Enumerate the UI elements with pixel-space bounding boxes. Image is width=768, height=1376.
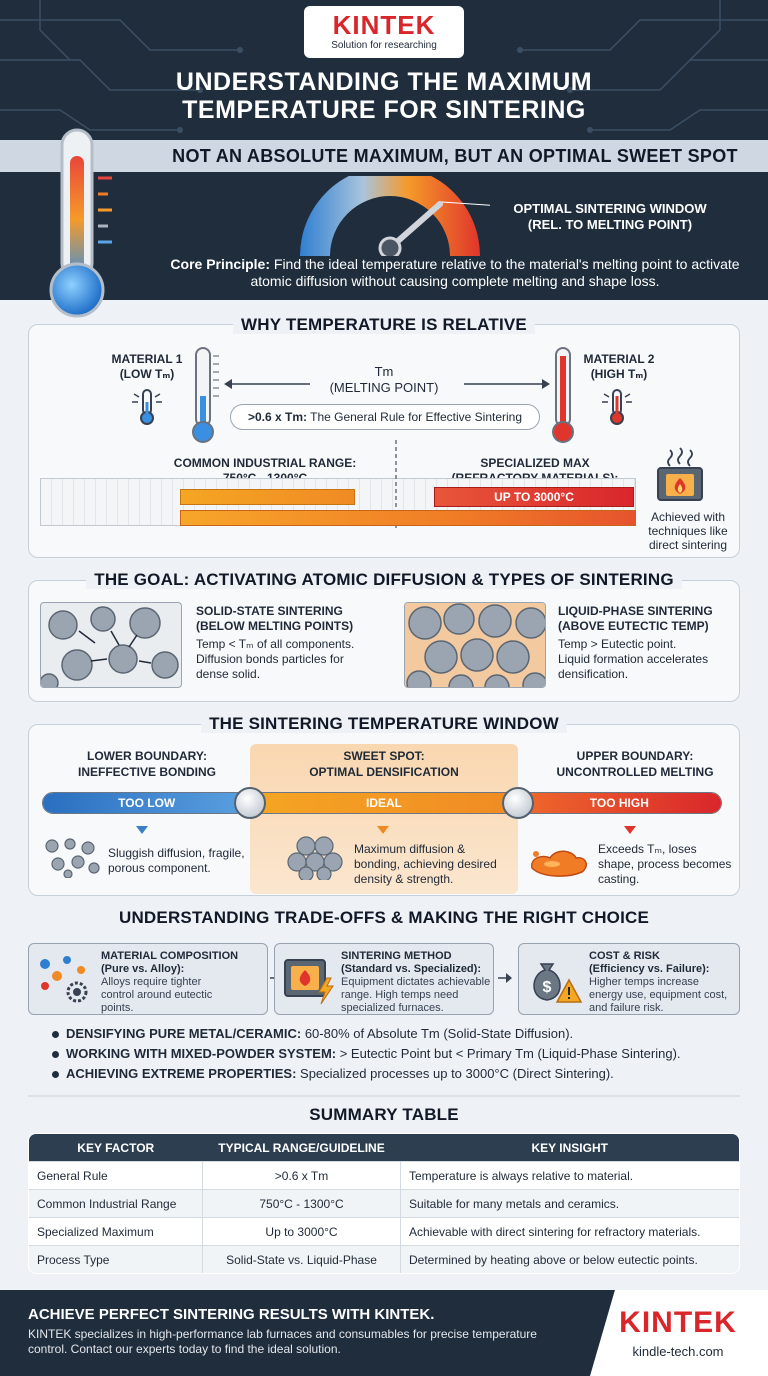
tradeoffs-title — [0, 908, 768, 928]
too-high-pointer-icon — [624, 826, 636, 834]
too-high-segment: TOO HIGH — [518, 793, 721, 813]
table-cell: Solid-State vs. Liquid-Phase — [203, 1246, 401, 1274]
list-item — [52, 1044, 752, 1064]
page-title-line1: UNDERSTANDING THE MAXIMUM — [175, 68, 593, 96]
liquid-phase-particles — [405, 603, 546, 688]
solid-state-particles — [41, 603, 182, 688]
table-cell: 750°C - 1300°C — [203, 1190, 401, 1218]
list-item — [52, 1064, 752, 1084]
arrow-right-icon — [498, 972, 512, 984]
solid-state-illustration — [40, 602, 182, 688]
logo-tagline: Solution for researching — [331, 40, 437, 51]
furnace-lightning-icon — [283, 956, 337, 1006]
material-composition-text — [101, 950, 265, 1015]
liquid-phase-heading: LIQUID-PHASE SINTERING — [558, 604, 713, 618]
molten-puddle-icon — [528, 844, 590, 878]
sweet-spot-line1: SWEET SPOT: — [343, 749, 425, 763]
too-low-description-line2: porous component. — [108, 861, 211, 875]
table-row — [29, 1162, 740, 1190]
ideal-description — [354, 842, 514, 887]
too-low-segment: TOO LOW — [43, 793, 250, 813]
tradeoffs-title-text: UNDERSTANDING TRADE-OFFS & MAKING THE RIGHT CHOICE — [111, 908, 657, 927]
table-cell: >0.6 x Tm — [203, 1162, 401, 1190]
general-rule-lead: >0.6 x Tm: — [247, 410, 307, 424]
cost-risk-body-line2: energy use, equipment cost, — [589, 989, 728, 1001]
table-cell: Up to 3000°C — [203, 1218, 401, 1246]
table-cell: Suitable for many metals and ceramics. — [401, 1190, 740, 1218]
relative-title-text: WHY TEMPERATURE IS RELATIVE — [233, 315, 535, 334]
list-item-text: Specialized processes up to 3000°C (Direct Sintering). — [296, 1066, 614, 1081]
ideal-segment: IDEAL — [250, 793, 517, 813]
list-item-lead: DENSIFYING PURE METAL/CERAMIC: — [66, 1026, 302, 1041]
melting-point-label-line1: Tm — [374, 364, 394, 379]
too-high-description — [598, 842, 738, 887]
goal-title — [0, 570, 768, 590]
double-arrow-icon — [224, 378, 550, 390]
summary-table — [28, 1133, 740, 1274]
low-tm-thermometer-icon — [188, 346, 222, 444]
recommendation-list — [52, 1024, 752, 1084]
sintering-method-body-line1: Equipment dictates achievable — [341, 976, 491, 988]
table-cell: General Rule — [29, 1162, 203, 1190]
material-composition-subheading: (Pure vs. Alloy): — [101, 963, 185, 975]
list-item-text: 60-80% of Absolute Tm (Solid-State Diffusion). — [301, 1026, 574, 1041]
lower-boundary-handle[interactable] — [234, 787, 266, 819]
ideal-description-line1: Maximum diffusion & — [354, 842, 466, 856]
summary-title — [0, 1105, 768, 1125]
relative-title — [0, 315, 768, 335]
table-cell: Temperature is always relative to material. — [401, 1162, 740, 1190]
cost-risk-body-line1: Higher temps increase — [589, 976, 700, 988]
gauge-label — [500, 201, 720, 233]
column-header-insight: KEY INSIGHT — [401, 1134, 740, 1162]
table-cell: Process Type — [29, 1246, 203, 1274]
general-rule-pill — [230, 404, 540, 430]
list-item-text: > Eutectic Point but < Primary Tm (Liquid-Phase Sintering). — [336, 1046, 681, 1061]
cost-risk-text — [589, 950, 739, 1015]
material-composition-body-line3: points. — [101, 1002, 134, 1014]
upper-boundary-label — [540, 748, 730, 780]
ideal-description-line3: density & strength. — [354, 872, 454, 886]
table-cell: Determined by heating above or below eutectic points. — [401, 1246, 740, 1274]
lower-boundary-line1: LOWER BOUNDARY: — [87, 749, 207, 763]
list-item-lead: WORKING WITH MIXED-POWDER SYSTEM: — [66, 1046, 337, 1061]
table-cell: Achievable with direct sintering for refractory materials. — [401, 1218, 740, 1246]
furnace-note — [640, 510, 736, 552]
liquid-phase-illustration — [404, 602, 546, 688]
core-principle-text: Find the ideal temperature relative to the material's melting point to activate atomic diffusion without causing complete melting and shape loss. — [250, 256, 740, 289]
general-rule-text: The General Rule for Effective Sintering — [307, 410, 523, 424]
solid-state-body-line2: Diffusion bonds particles for — [196, 652, 344, 666]
hot-thermometer-icon — [600, 388, 634, 426]
sintering-method-subheading: (Standard vs. Specialized): — [341, 963, 481, 975]
core-principle — [150, 256, 760, 290]
gauge-label-line1: OPTIMAL SINTERING WINDOW — [513, 201, 707, 216]
material-composition-body-line2: control around eutectic — [101, 989, 213, 1001]
too-high-description-line1: Exceeds Tₘ, loses — [598, 842, 697, 856]
thermometer-icon — [40, 126, 120, 322]
dense-particles-icon — [286, 836, 344, 880]
summary-title-text: SUMMARY TABLE — [301, 1105, 467, 1124]
logo-brand-text: KINTEK — [332, 10, 436, 40]
too-low-description — [108, 846, 288, 876]
table-cell: Common Industrial Range — [29, 1190, 203, 1218]
page-title — [0, 68, 768, 124]
sintering-method-body-line2: range. High temps need — [341, 989, 459, 1001]
window-title — [0, 714, 768, 734]
industrial-range-bar — [180, 489, 355, 505]
material-1-label-line1: MATERIAL 1 — [111, 352, 183, 366]
footer-url-link[interactable]: kindle-tech.com — [632, 1344, 724, 1359]
specialized-max-line1: SPECIALIZED MAX — [480, 456, 590, 470]
furnace-note-line2: techniques like — [648, 524, 728, 538]
porous-particles-icon — [44, 838, 100, 878]
furnace-icon — [656, 446, 704, 502]
solid-state-subheading: (BELOW MELTING POINTS) — [196, 619, 354, 633]
core-principle-lead: Core Principle: — [170, 256, 270, 272]
industrial-range-line1: COMMON INDUSTRIAL RANGE: — [173, 456, 357, 470]
summary-divider — [28, 1094, 740, 1098]
material-2-label-line1: MATERIAL 2 — [583, 352, 655, 366]
temperature-window-bar — [42, 792, 722, 814]
furnace-note-line1: Achieved with — [650, 510, 726, 524]
table-row — [29, 1246, 740, 1274]
ideal-description-line2: bonding, achieving desired — [354, 857, 497, 871]
cost-risk-card — [518, 943, 740, 1015]
sintering-method-text — [341, 950, 493, 1015]
footer-title: ACHIEVE PERFECT SINTERING RESULTS WITH KINTEK. — [28, 1306, 435, 1323]
too-high-description-line3: casting. — [598, 872, 640, 886]
lower-boundary-line2: INEFFECTIVE BONDING — [77, 765, 216, 779]
liquid-phase-body-line3: densification. — [558, 667, 629, 681]
melting-point-label-line2: (MELTING POINT) — [329, 380, 439, 395]
ideal-pointer-icon — [377, 826, 389, 834]
furnace-note-line3: direct sintering — [648, 538, 728, 552]
solid-state-body-line1: Temp < Tₘ of all components. — [196, 637, 355, 651]
sintering-method-body-line3: specialized furnaces. — [341, 1002, 444, 1014]
window-title-text: THE SINTERING TEMPERATURE WINDOW — [201, 714, 567, 733]
table-header-row — [29, 1134, 740, 1162]
list-item — [52, 1024, 752, 1044]
table-row — [29, 1190, 740, 1218]
solid-state-heading: SOLID-STATE SINTERING — [196, 604, 343, 618]
material-1-label — [92, 352, 202, 382]
gauge-label-line2: (REL. TO MELTING POINT) — [527, 217, 693, 232]
cost-risk-subheading: (Efficiency vs. Failure): — [589, 963, 710, 975]
too-low-description-line1: Sluggish diffusion, fragile, — [108, 846, 245, 860]
svg-text:$: $ — [542, 979, 552, 996]
too-high-description-line2: shape, process becomes — [598, 857, 732, 871]
page-subtitle: NOT AN ABSOLUTE MAXIMUM, BUT AN OPTIMAL SWEET SPOT — [172, 146, 738, 166]
upper-boundary-line1: UPPER BOUNDARY: — [576, 749, 694, 763]
liquid-phase-subheading: (ABOVE EUTECTIC TEMP) — [558, 619, 709, 633]
list-item-lead: ACHIEVING EXTREME PROPERTIES: — [66, 1066, 297, 1081]
specialized-max-bar: UP TO 3000°C — [434, 487, 634, 507]
footer-logo[interactable]: KINTEK — [619, 1306, 737, 1339]
page-title-line2: TEMPERATURE FOR SINTERING — [182, 96, 586, 124]
table-row — [29, 1218, 740, 1246]
material-composition-card — [28, 943, 268, 1015]
liquid-phase-body-line1: Temp > Eutectic point. — [558, 637, 677, 651]
liquid-phase-text — [558, 604, 738, 682]
money-bag-warning-icon — [527, 954, 583, 1006]
table-cell: Specialized Maximum — [29, 1218, 203, 1246]
sweet-spot-line2: OPTIMAL DENSIFICATION — [309, 765, 459, 779]
upper-boundary-handle[interactable] — [502, 787, 534, 819]
material-1-label-line2: (LOW Tₘ) — [119, 367, 175, 381]
cost-risk-heading: COST & RISK — [589, 950, 660, 962]
liquid-phase-body-line2: Liquid formation accelerates — [558, 652, 709, 666]
sintering-method-card — [274, 943, 494, 1015]
lower-boundary-label — [52, 748, 242, 780]
column-header-key-factor: KEY FACTOR — [29, 1134, 203, 1162]
molecule-gear-icon — [37, 956, 95, 1006]
footer-body: KINTEK specializes in high-performance lab furnaces and consumables for precise temperature control. Contact our experts today to find the ideal solution. — [28, 1327, 537, 1356]
solid-state-body-line3: dense solid. — [196, 667, 261, 681]
too-low-pointer-icon — [136, 826, 148, 834]
upper-boundary-line2: UNCONTROLLED MELTING — [556, 765, 714, 779]
goal-title-text: THE GOAL: ACTIVATING ATOMIC DIFFUSION & TYPES OF SINTERING — [86, 570, 682, 589]
sintering-method-heading: SINTERING METHOD — [341, 950, 452, 962]
column-header-range: TYPICAL RANGE/GUIDELINE — [203, 1134, 401, 1162]
solid-state-text — [196, 604, 396, 682]
material-composition-body-line1: Alloys require tighter — [101, 976, 202, 988]
sweet-spot-label — [280, 748, 488, 780]
header-logo[interactable] — [304, 6, 464, 58]
material-composition-heading: MATERIAL COMPOSITION — [101, 950, 239, 962]
full-range-bar — [180, 510, 636, 526]
material-2-label-line2: (HIGH Tₘ) — [590, 367, 648, 381]
material-2-label — [564, 352, 674, 382]
cost-risk-body-line3: and failure risk. — [589, 1002, 664, 1014]
gauge-icon — [290, 176, 490, 256]
cold-thermometer-icon — [130, 388, 164, 426]
